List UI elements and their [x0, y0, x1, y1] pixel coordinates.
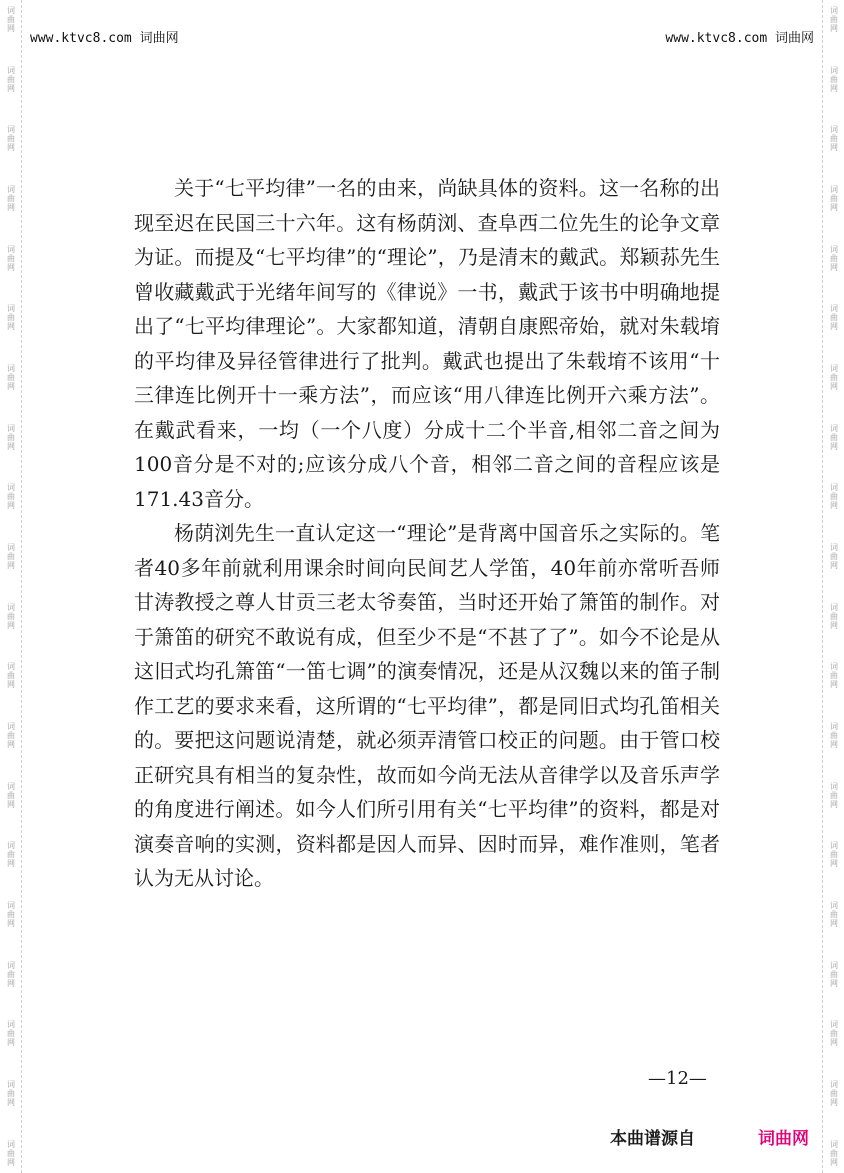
- source-label: 本曲谱源自: [610, 1129, 695, 1149]
- right-watermark-strip: [822, 0, 844, 1173]
- watermark-mark: 词曲网: [829, 901, 839, 929]
- watermark-mark: 词曲网: [829, 602, 839, 630]
- watermark-mark: 词曲网: [829, 662, 839, 690]
- watermark-mark: 词曲网: [829, 364, 839, 392]
- watermark-mark: 词曲网: [829, 543, 839, 571]
- watermark-mark: 词曲网: [6, 185, 16, 213]
- watermark-mark: 词曲网: [6, 602, 16, 630]
- watermark-mark: 词曲网: [6, 483, 16, 511]
- source-site-link[interactable]: 词曲网: [758, 1129, 809, 1149]
- watermark-mark: 词曲网: [6, 125, 16, 153]
- watermark-mark: 词曲网: [6, 423, 16, 451]
- watermark-mark: 词曲网: [6, 65, 16, 93]
- watermark-mark: 词曲网: [829, 65, 839, 93]
- watermark-mark: 词曲网: [6, 841, 16, 869]
- watermark-mark: 词曲网: [829, 304, 839, 332]
- header-site-left: www.ktvc8.com 词曲网: [30, 31, 179, 46]
- watermark-mark: 词曲网: [829, 6, 839, 33]
- watermark-mark: 词曲网: [6, 543, 16, 571]
- watermark-mark: 词曲网: [829, 244, 839, 272]
- page-number: —12—: [648, 1068, 707, 1089]
- watermark-mark: 词曲网: [829, 1080, 839, 1108]
- left-watermark-strip: [0, 0, 22, 1173]
- header-site-right: www.ktvc8.com 词曲网: [665, 31, 814, 46]
- watermark-mark: 词曲网: [6, 901, 16, 929]
- paragraph: 关于“七平均律”一名的由来，尚缺具体的资料。这一名称的出现至迟在民国三十六年。这有杨荫浏、查阜西二位先生的论争文章为证。而提及“七平均律”的“理论”，乃是清末的戴武。郑颖荪先生曾收藏戴武于光绪年间写的《律说》一书，戴武于该书中明确地提出了“七平均律理论”。大家都知道，清朝自康熙帝始，就对朱载堉的平均律及异径管律进行了批判。戴武也提出了朱载堉不该用“十三律连比例开十一乘方法”，而应该“用八律连比例开六乘方法”。在戴武看来，一均（一个八度）分成十二个半音,相邻二音之间为100音分是不对的;应该分成八个音，相邻二音之间的音程应该是171.43音分。: [134, 176, 720, 511]
- watermark-mark: 词曲网: [6, 722, 16, 750]
- watermark-mark: 词曲网: [829, 185, 839, 213]
- watermark-mark: 词曲网: [6, 960, 16, 988]
- watermark-mark: 词曲网: [6, 1020, 16, 1048]
- watermark-mark: 词曲网: [829, 841, 839, 869]
- article-body: [134, 171, 720, 896]
- watermark-mark: 词曲网: [6, 1080, 16, 1108]
- watermark-mark: 词曲网: [829, 423, 839, 451]
- watermark-mark: 词曲网: [6, 304, 16, 332]
- watermark-mark: 词曲网: [6, 662, 16, 690]
- paragraph: 杨荫浏先生一直认定这一“理论”是背离中国音乐之实际的。笔者40多年前就利用课余时间向民间艺人学笛，40年前亦常听吾师甘涛教授之尊人甘贡三老太爷奏笛，当时还开始了箫笛的制作。对于箫笛的研究不敢说有成，但至少不是“不甚了了”。如今不论是从这旧式均孔箫笛“一笛七调”的演奏情况，还是从汉魏以来的笛子制作工艺的要求来看，这所谓的“七平均律”，都是同旧式均孔笛相关的。要把这问题说清楚，就必须弄清管口校正的问题。由于管口校正研究具有相当的复杂性，故而如今尚无法从音律学以及音乐声学的角度进行阐述。如今人们所引用有关“七平均律”的资料，都是对演奏音响的实测，资料都是因人而异、因时而异，难作准则，笔者认为无从讨论。: [134, 521, 720, 890]
- watermark-mark: 词曲网: [829, 483, 839, 511]
- watermark-mark: 词曲网: [829, 125, 839, 153]
- watermark-mark: 词曲网: [829, 1139, 839, 1167]
- watermark-mark: 词曲网: [6, 781, 16, 809]
- watermark-mark: 词曲网: [829, 781, 839, 809]
- watermark-mark: 词曲网: [829, 1020, 839, 1048]
- watermark-mark: 词曲网: [6, 1139, 16, 1167]
- watermark-mark: 词曲网: [6, 364, 16, 392]
- watermark-mark: 词曲网: [829, 960, 839, 988]
- watermark-mark: 词曲网: [6, 244, 16, 272]
- watermark-mark: 词曲网: [829, 722, 839, 750]
- watermark-mark: 词曲网: [6, 6, 16, 33]
